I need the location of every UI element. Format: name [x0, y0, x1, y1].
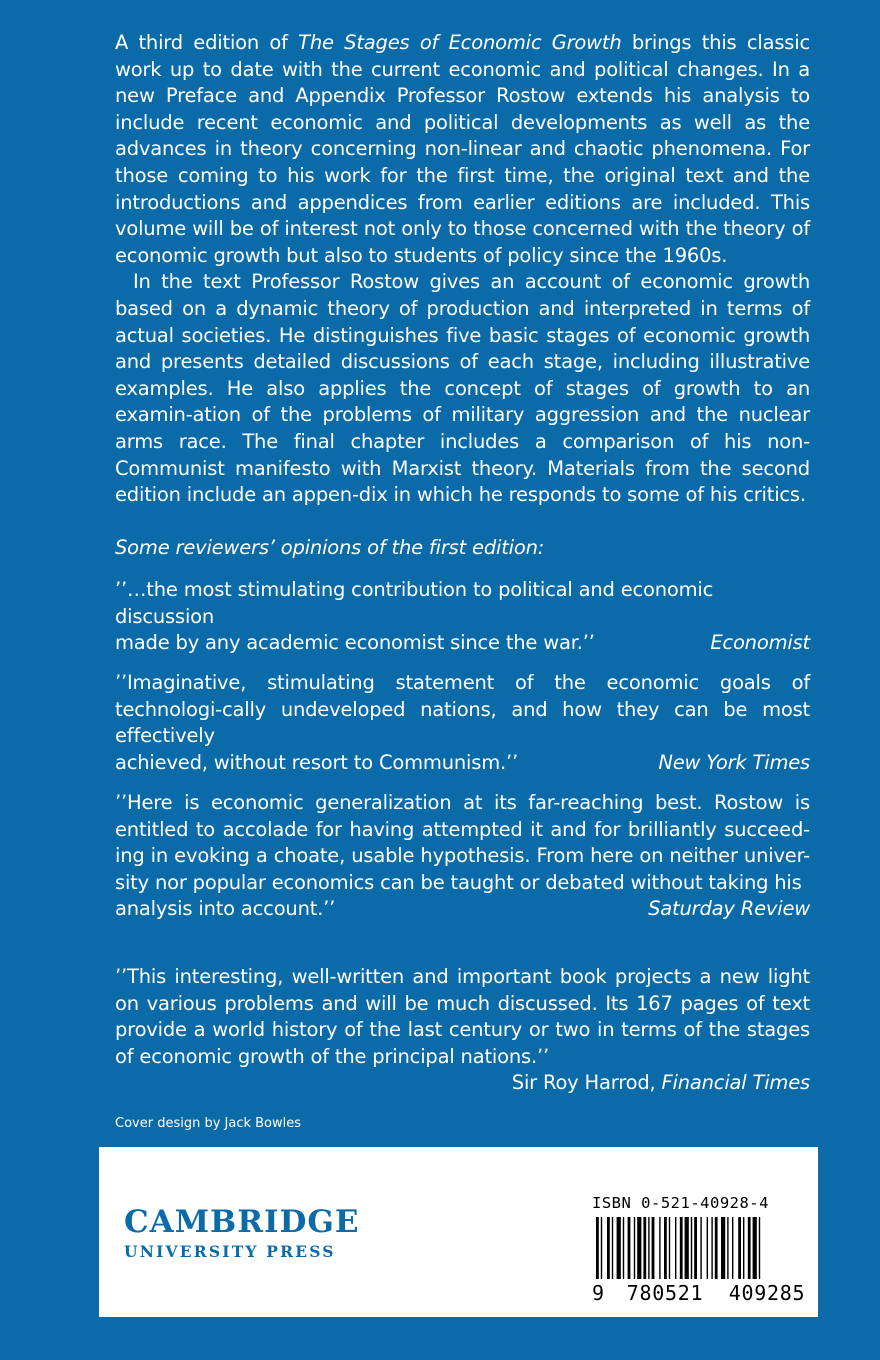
review-quote-economist: ’’…the most stimulating contribution to political and economic discussion made by any academic economist since the war.’’ Economist: [115, 577, 810, 657]
review-source: Economist: [710, 631, 810, 655]
cambridge-logo: CAMBRIDGE UNIVERSITY PRESS: [124, 1204, 360, 1261]
description: [115, 30, 810, 509]
review-source: New York Times: [658, 750, 810, 774]
isbn-label: ISBN 0-521-40928-4: [592, 1194, 769, 1212]
review-source: Financial Times: [661, 1071, 810, 1095]
review-quote-saturday-review: ’’Here is economic generalization at its far-reaching best. Rostow is entitled to accolade for having attempted it and for brilliantly succeed-ing in evoking a choate, usable hypothesis. From here on neither univer-sity nor popular economics can be taught or debated without taking his analysis into account.’’ Saturday Review: [115, 790, 810, 923]
reviewers-intro: Some reviewers’ opinions of the first edition:: [115, 536, 545, 559]
book-title: The Stages of Economic Growth: [298, 31, 622, 54]
publisher-panel: [99, 1147, 818, 1317]
review-quote-financial-times: ’’This interesting, well-written and important book projects a new light on various problems and will be much discussed. Its 167 pages of text provide a world history of the last century or two in terms of the stages of economic growth of the principal nations.’’ Sir Roy Harrod, Financial Times: [115, 965, 810, 1095]
review-source: Saturday Review: [648, 897, 810, 921]
review-quote-nyt: ’’Imaginative, stimulating statement of the economic goals of technologi-cally undeveloped nations, and how they can be most effectively achieved, without resort to Communism.’’ New York Times: [115, 670, 810, 776]
description-paragraph-2: In the text Professor Rostow gives an account of economic growth based on a dynamic theory of production and interpreted in terms of actual societies. He distinguishes five basic stages of economic growth and presents detailed discussions of each stage, including illustrative examples. He also applies the concept of stages of growth to an examin-ation of the problems of military aggression and the nuclear arms race. The final chapter includes a comparison of his non-Communist manifesto with Marxist theory. Materials from the second edition include an appen-dix in which he responds to some of his critics.: [115, 270, 810, 507]
barcode-image: [592, 1217, 818, 1285]
cover-credit: Cover design by Jack Bowles: [115, 1116, 302, 1131]
ean-digits: 9 780521 409285: [592, 1281, 806, 1305]
description-paragraph-1: A third edition of The Stages of Economic Growth brings this classic work up to date with the current economic and political changes. In a new Preface and Appendix Professor Rostow extends his analysis to include recent economic and political developments as well as the advances in theory concerning non-linear and chaotic phenomena. For those coming to his work for the first time, the original text and the introductions and appendices from earlier editions are included. This volume will be of interest not only to those concerned with the theory of economic growth but also to students of policy since the 1960s.: [115, 31, 811, 267]
